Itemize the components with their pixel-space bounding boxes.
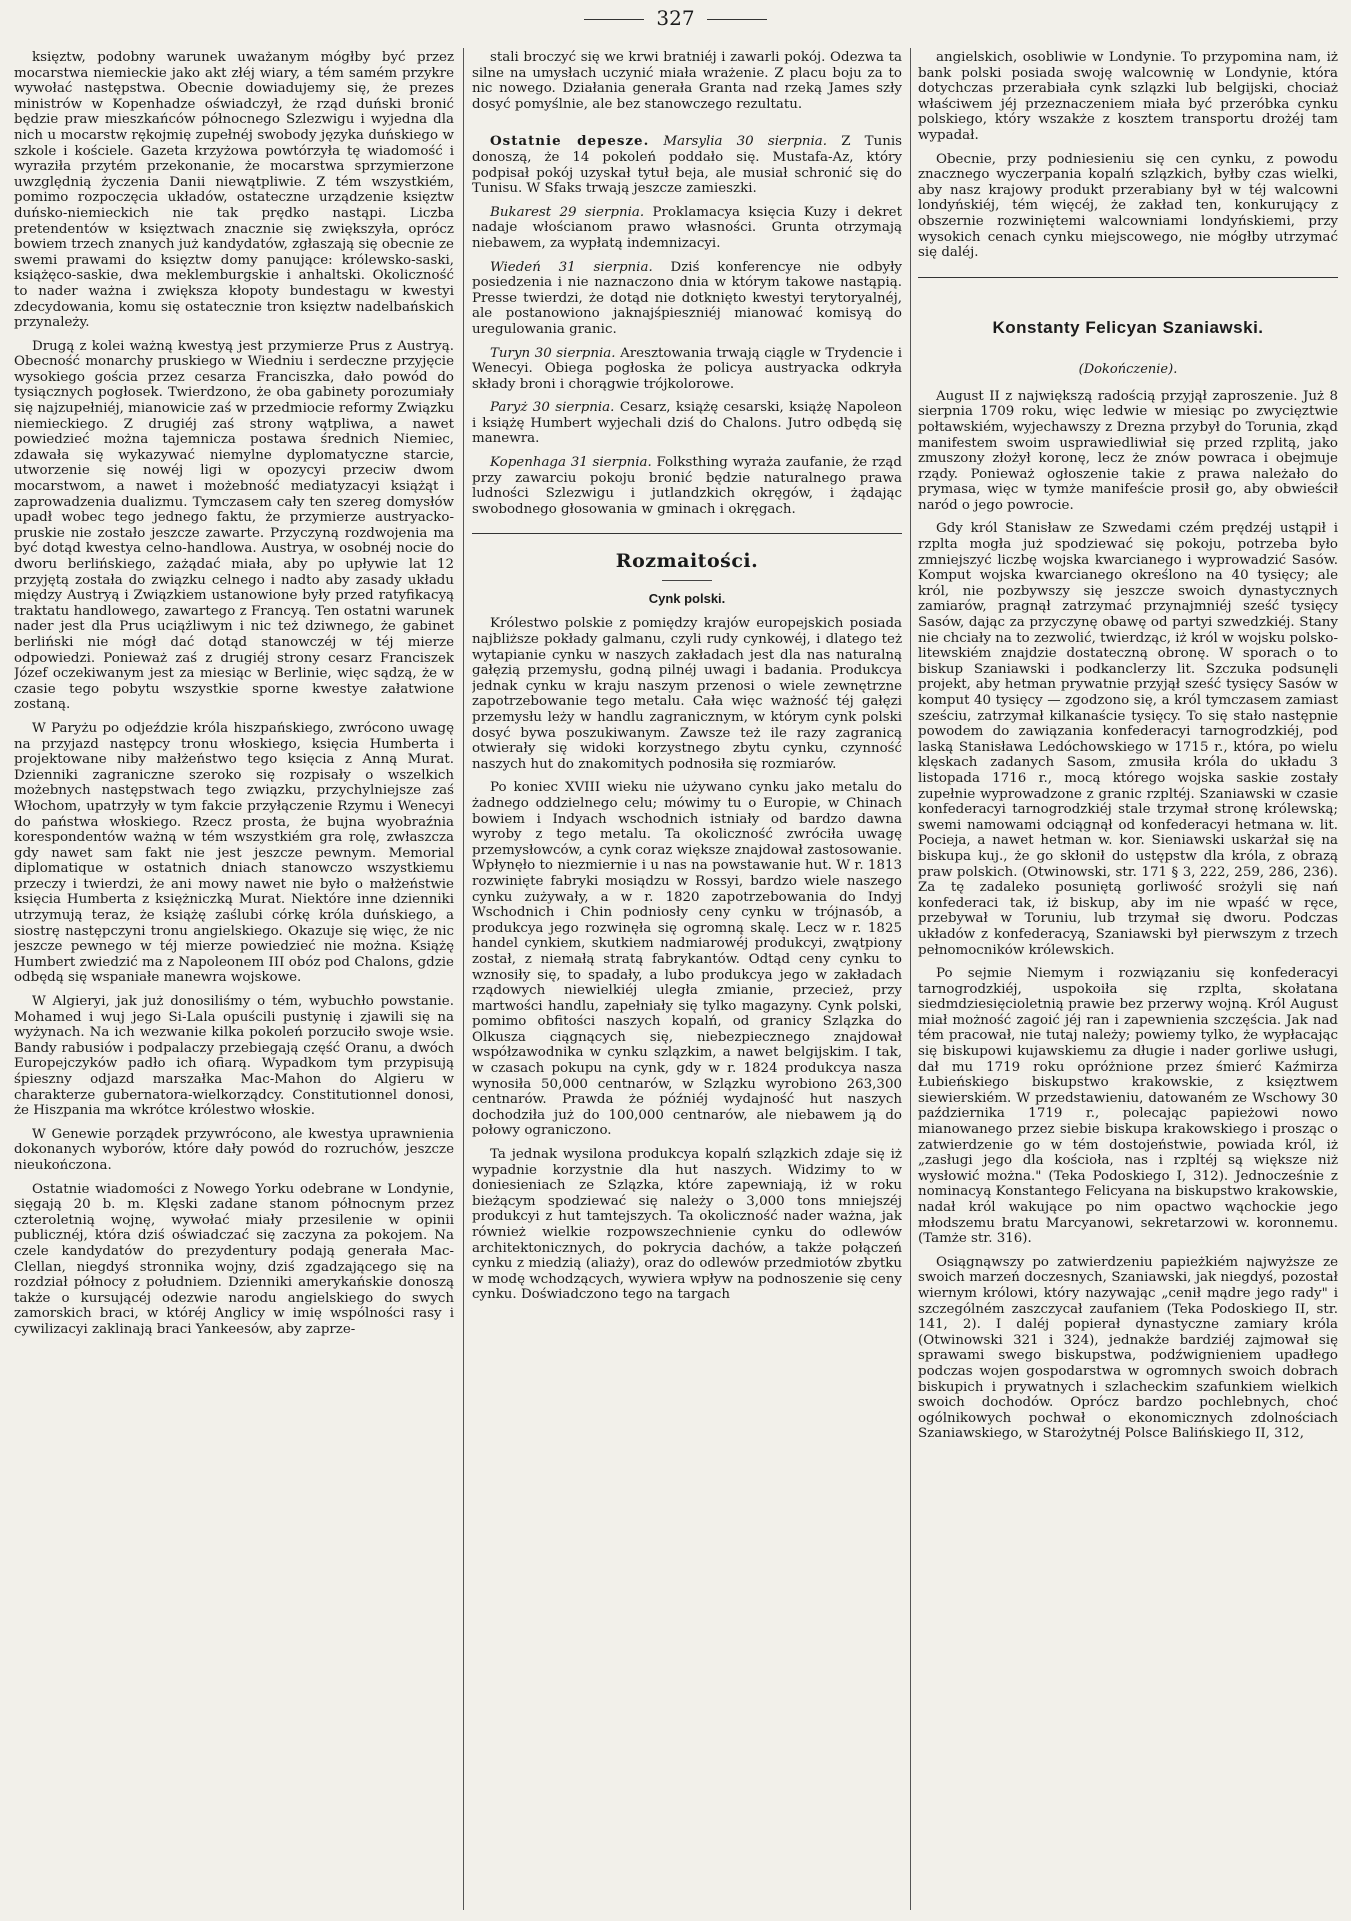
dispatch-heading: Ostatnie depesze. bbox=[490, 133, 650, 150]
paragraph: księztw, podobny warunek uważanym mógłby być przez mocarstwa niemieckie jako akt złéj wiary, a tém samém przykre wywołać następstwa. Obecnie dowiadujemy się, że prezes ministrów w Kopenhadze oświadczył, że rząd duński bronić będzie praw mieszkańców północnego Szlezwigu i wyjedna dla nich u mocarstw rękojmię zupełnéj swobody języka duńskiego w szkole i kościele. Gazeta krzyżowa powtórzyła tę wiadomość i wyraziła przytém przekonanie, że mocarstwa sprzymierzone uwzględnią życzenia Danii niewątpliwie. Z tém wszystkiém, pomimo rozpoczęcia układów, ostateczne urządzenie księztw duńsko-niemieckich nie tak prędko nastąpi. Liczba pretendentów w księztwach znacznie się zwiększyła, oprócz bowiem trzech znanych już kandydatów, zgłaszają się obecnie ze swemi prawami do księztw domy panujące: królewsko-saski, książęco-saskie, dwa meklemburgskie i anhaltski. Okoliczność to nader ważna i zwiększa kłopoty bundestagu w kwestyi zdecydowania, komu się ostatecznie tron księztw nadelbańskich przynależy. bbox=[14, 50, 454, 331]
paragraph: Osiągnąwszy po zatwierdzeniu papieżkiém najwyższe ze swoich marzeń doczesnych, Szaniawski, jak niegdyś, pozostał wiernym królowi, który nazywając „cenił mądre jego rady" i szczególném zaszczycał zaufaniem (Teka Podoskiego II, str. 141, 2). I daléj popierał dynastyczne zamiary króla (Otwinowski 321 i 324), jednakże bardziéj zajmował się sprawami swego biskupstwa, podźwignieniem upadłego podczas wojen gospodarstwa w ogromnych swoich dobrach biskupich i prywatnych i szlacheckim szafunkiem wielkich swoich dochodów. Oprócz bardzo pochlebnych, choć ogólnikowych pochwał o ekonomicznych zdolnościach Szaniawskiego, w Starożytnéj Polsce Balińskiego II, 312, bbox=[918, 1254, 1338, 1442]
dispatch-paragraph bbox=[472, 205, 902, 252]
title-rule bbox=[662, 580, 712, 581]
dispatch-text: Z Tunis donoszą, że 14 pokoleń poddało się. Mustafa-Az, który podpisał pokój uzyskał tytuł beja, ale musiał schronić się do Tunisu. W Sfaks trwają jeszcze zamieszki. bbox=[472, 134, 902, 197]
dispatch-paragraph bbox=[472, 400, 902, 447]
dispatch-paragraph bbox=[472, 260, 902, 338]
spacer bbox=[918, 294, 1338, 308]
dispatch-dateline: Turyn 30 sierpnia. bbox=[490, 345, 616, 361]
spacer bbox=[918, 344, 1338, 358]
paragraph: W Paryżu po odjeździe króla hiszpańskiego, zwrócono uwagę na przyjazd następcy tronu włoskiego, księcia Humberta i projektowane niby małżeństwo tego księcia z Anną Murat. Dzienniki zagraniczne szeroko się rozpisały o wszelkich możebnych następstwach tego związku, przychylniejsze zaś Włochom, upatrzyły w tym fakcie przyłączenie Rzymu i Wenecyi do państwa włoskiego. Rzecz prosta, że bujna wyobraźnia korespondentów ważną w tém wszystkiém gra rolę, zwłaszcza gdy nawet sam fakt nie jest jeszcze pewnym. Memorial diplomatique w ostatnich dniach stanowczo wszystkiemu przeczy i twierdzi, że ani mowy nawet nie było o małżeństwie księcia Humberta z księżniczką Murat. Niektóre inne dzienniki utrzymują teraz, że książę zaślubi córkę króla duńskiego, a siostrę następczyni tronu angielskiego. Okazuje się więc, że nic jeszcze pewnego w téj mierze powiedzieć nie można. Książę Humbert zwiedzić ma z Napoleonem III obóz pod Chalons, gdzie odbędą się wspaniałe manewra wojskowe. bbox=[14, 720, 454, 986]
dispatch-dateline: Paryż 30 sierpnia. bbox=[490, 400, 615, 416]
column-divider-2 bbox=[910, 48, 911, 1910]
column-3 bbox=[918, 50, 1338, 1910]
paragraph: W Algieryi, jak już donosiliśmy o tém, wybuchło powstanie. Mohamed i wuj jego Si-Lala opuścili pustynię i zjawili się na wyżynach. Na ich wezwanie kilka pokoleń porzuciło swoje wsie. Bandy rabusiów i podpalaczy przebiegają część Oranu, a dwóch Europejczyków padło ich ofiarą. Wypadkom tym przypisują śpieszny odjazd marszałka Mac-Mahon do Algieru w charakterze gubernatora-wielkorządcy. Constitutionnel donosi, że Hiszpania ma wkrótce królestwo włoskie. bbox=[14, 994, 454, 1119]
paragraph: Ta jednak wysilona produkcya kopalń szlązkich zdaje się iż wypadnie korzystnie dla hut naszych. Widzimy to w doniesieniach ze Szlązka, które zapewniają, iż w roku bieżącym spodziewać się należy o 3,000 tons mniejszéj produkcyi z hut tamtejszych. Ta okoliczność nader ważna, jak również wielkie rozpowszechnienie cynku do odlewów architektonicznych, do pokrycia dachów, a także połączeń cynku z miedzią (aliaży), oraz do odlewów przedmiotów zbytku w modę wchodzących, wywiera wpływ na podnoszenie się ceny cynku. Doświadczono tego na targach bbox=[472, 1147, 902, 1303]
section-title: Rozmaitości. bbox=[615, 550, 759, 573]
section-divider bbox=[918, 277, 1338, 278]
article-title: Cynk polski. bbox=[648, 591, 726, 607]
dispatch-paragraph bbox=[472, 134, 902, 196]
column-2 bbox=[472, 50, 902, 1910]
header-rule-left bbox=[584, 19, 644, 20]
article-subtitle: (Dokończenie). bbox=[1078, 361, 1178, 377]
paragraph: Po koniec XVIII wieku nie używano cynku jako metalu do żadnego oddzielnego celu; mówimy tu o Europie, w Chinach bowiem i Indyach wschodnich istniały od bardzo dawna wyroby z tego metalu. Ta okoliczność zwróciła uwagę przemysłowców, a cynk coraz większe znajdował zastosowanie. Wpłynęło to niezmiernie i u nas na powstawanie hut. W r. 1813 rozwinięte fabryki mosiądzu w Rossyi, bardzo wiele naszego cynku zużywały, a w r. 1820 zapotrzebowania do Indyj Wschodnich i Chin podniosły ceny cynku w trójnasób, a produkcya jego rozwinęła się ogromną skalę. Lecz w r. 1825 handel cynkiem, skutkiem nadmiarowéj produkcyi, zwątpiony został, z niemałą stratą fabrykantów. Odtąd ceny cynku to wznosiły się, to spadały, a lubo produkcya jego w zakładach rządowych niewielkiéj uległa zmianie, przecież, przy martwości handlu, zapełniały się tylko magazyny. Cynk polski, pomimo obfitości naszych kopalń, od granicy Szlązka do Olkusza ciągnących się, niebezpiecznego znajdował współzawodnika w cynku szlązkim, a nawet belgijskim. I tak, w czasach pokupu na cynk, gdy w r. 1824 produkcya nasza wynosiła 50,000 centnarów, w Szlązku wyrobiono 263,300 centnarów. Prawda że późniéj wydajność hut naszych dochodziła już do 100,000 centnarów, ale niebawem ją do połowy ograniczono. bbox=[472, 780, 902, 1139]
dispatch-text: Dziś konferencye nie odbyły posiedzenia i nie naznaczono dnia w którym takowe nastąpią. Presse twierdzi, że dotąd nie dotknięto kwestyi terytoryalnéj, ale postanowiono jaknajśpieszniéj mianować komisyą do uregulowania granic. bbox=[472, 259, 902, 337]
dispatch-dateline: Marsylia 30 sierpnia. bbox=[663, 134, 828, 150]
section-divider bbox=[472, 533, 902, 534]
paragraph: Drugą z kolei ważną kwestyą jest przymierze Prus z Austryą. Obecność monarchy pruskiego w Wiedniu i serdeczne przyjęcie wysokiego gościa przez cesarza Franciszka, dało powód do tysiącznych pogłosek. Twierdzono, że oba gabinety porozumiały się najzupełniéj, mianowicie zaś w przedmiocie reformy Związku niemieckiego. Z drugiéj zaś strony wątpliwa, a nawet powiedzieć można tajemnicza postawa średnich Niemiec, zdawała się wykazywać niemylne dyplomatyczne starcie, utworzenie się nowéj ligi w opozycyi przeciw dwom mocarstwom, a nawet i możebność mediatyzacyi książąt i zaprowadzenia dualizmu. Tymczasem cały ten szereg domysłów upadł wobec tego jednego faktu, że przymierze austryacko-pruskie nie zostało jeszcze zawarte. Przyczyną rozdwojenia ma być dotąd kwestya celno-handlowa. Austrya, w osobnéj nocie do dworu berlińskiego, zażądać miała, aby po upływie lat 12 przyjętą została do związku celnego i nadto aby zasady układu między Austryą i Związkiem ustanowione były przed ratyfikacyą traktatu handlowego, zawartego z Francyą. Ten ostatni warunek nader jest dla Prus uciążliwym i nic też dziwnego, że gabinet berliński nie mógł dać dotąd stanowczéj w téj mierze odpowiedzi. Ponieważ zaś z drugiéj strony cesarz Franciszek Józef oczekiwanym jest za miesiąc w Berlinie, więc sądzą, że w czasie tego pobytu wszystkie sporne kwestye załatwione zostaną. bbox=[14, 338, 454, 713]
paragraph: Królestwo polskie z pomiędzy krajów europejskich posiada najbliższe pokłady galmanu, czyli rudy cynkowéj, i dlatego też wytapianie cynku w naszych zakładach jest dla nas naturalną gałęzią przemysłu, godną pilnéj uwagi i badania. Produkcya jednak cynku w kraju naszym przenosi o wiele zewnętrzne zapotrzebowanie tego metalu. Cała więc ważność téj gałęzi przemysłu leży w handlu zagranicznym, w którym cynk polski dosyć bywa poszukiwanym. Zawsze też ile razy zagranicą otwierały się widoki korzystnego zbytu cynku, czynność naszych hut do znakomitych podnosiła się rozmiarów. bbox=[472, 616, 902, 772]
paragraph: stali broczyć się we krwi bratniéj i zawarli pokój. Odezwa ta silne na umysłach uczynić miała wrażenie. Z placu boju za to nic nowego. Działania generała Granta nad rzeką James szły dosyć pomyślnie, ale bez stanowczego rezultatu. bbox=[472, 50, 902, 112]
paragraph: August II z największą radością przyjął zaproszenie. Już 8 sierpnia 1709 roku, więc ledwie w miesiąc po zwycięztwie połtawskiém, wyjechawszy z Drezna przybył do Torunia, zkąd manifestem swoim usprawiedliwiał się przed rzplitą, jako zmuszony złożył koronę, lecz że znów powraca i obejmuje rządy. Ponieważ ogłoszenie takie z prawa należało do prymasa, więc w tymże manifeście prosił go, aby obwieścił naród o jego powrocie. bbox=[918, 388, 1338, 513]
page-number: 327 bbox=[656, 6, 695, 30]
paragraph: Obecnie, przy podniesieniu się cen cynku, z powodu znacznego wyczerpania kopalń szlązkich, byłby czas wielki, aby nasz krajowy produkt przerabiany był w téj walcowni londyńskiéj, tém więcéj, że zakład ten, konkurujący z obszernie rozwiniętemi walcowniami londyńskiemi, przy wysokich cenach cynku miejscowego, nie mógłby utrzymać się daléj. bbox=[918, 151, 1338, 261]
page-header bbox=[0, 4, 1351, 32]
dispatch-dateline: Wiedeń 31 sierpnia. bbox=[490, 259, 653, 275]
column-1 bbox=[14, 50, 454, 1910]
paragraph: angielskich, osobliwie w Londynie. To przypomina nam, iż bank polski posiada swoję walcownię w Londynie, która dotychczas przerabiała cynk szlązki lub belgijski, chociaż właściwem jéj przeznaczeniem miała być przeróbka cynku polskiego, który wszakże z kosztem transportu drożéj tam wypadał. bbox=[918, 50, 1338, 143]
article-title: Konstanty Felicyan Szaniawski. bbox=[992, 317, 1264, 337]
column-divider-1 bbox=[463, 48, 464, 1910]
dispatch-text: Cesarz, książę cesarski, książę Napoleon i książę Humbert wyjechali dziś do Chalons. Jutro odbędą się manewra. bbox=[472, 400, 902, 447]
dispatch-dateline: Kopenhaga 31 sierpnia. bbox=[490, 455, 652, 471]
paragraph: Gdy król Stanisław ze Szwedami czém prędzéj ustąpił i rzplta mogła już spodziewać się pokoju, potrzeba było zmniejszyć liczbę wojska kwarcianego i wyprowadzić Sasów. Komput wojska kwarcianego określono na 40 tysięcy; ale król, nie pozbywszy się jeszcze swoich dynastycznych zamiarów, pragnął zatrzymać przynajmniéj sześć tysięcy Sasów, dając za przyczynę obawę od partyi szwedzkiéj. Stany nie chciały na to zezwolić, twierdząc, iż król w wojsku polsko-litewskiém znajdzie dostateczną obronę. W sporach o to biskup Szaniawski i podkanclerzy lit. Szczuka podsunęli projekt, aby hetman prywatnie przyjął sześć tysięcy Sasów w komput 40 tysięcy — zgodzono się, a król tymczasem zamiast sześciu, zatrzymał kilkanaście tysięcy. To się stało następnie powodem do zawiązania konfederacyi tarnogrodzkiéj, pod laską Stanisława Ledóchowskiego w 1715 r., która, po wielu klęskach zadanych Sasom, zmusiła króla do układu 3 listopada 1716 r., mocą którego wojska saskie zostały zupełnie wyprowadzone z granic rzpltéj. Szaniawski w czasie konfederacyi tarnogrodzkiéj stale trzymał stronę królewską; swemi namowami odciągnął od konfederacyi hetmana w. lit. Pocieja, a nawet hetman w. kor. Sieniawski uskarżał się na biskupa kuj., że go skłonił do ustępstw dla króla, z obrazą praw polskich. (Otwinowski, str. 171 § 3, 222, 259, 286, 236). Za tę zadaleko posuniętą gorliwość srożyli się nań konfederaci tak, iż biskup, aby im nie wpaść w ręce, przebywał w Toruniu, lub trzymał się dworu. Podczas układów z konfederacyą, Szaniawski był pierwszym z trzech pełnomocników królewskich. bbox=[918, 521, 1338, 958]
dispatch-paragraph bbox=[472, 455, 902, 517]
paragraph: W Genewie porządek przywrócono, ale kwestya uprawnienia dokonanych wyborów, które dały powód do rozruchów, jeszcze nieukończona. bbox=[14, 1126, 454, 1173]
header-rule-right bbox=[707, 19, 767, 20]
dispatch-text: Proklamacya księcia Kuzy i dekret nadaje włościanom prawo własności. Grunta otrzymają niebawem, za wypłatą indemnizacyi. bbox=[472, 204, 902, 251]
paragraph: Po sejmie Niemym i rozwiązaniu się konfederacyi tarnogrodzkiéj, uspokoiła się rzplta, skołatana siedmdziesięcioletnią prawie bez przerwy wojną. Król August miał możność zagoić jéj ran i zapewnienia szczęścia. Jak nad tém pracował, nie tutaj należy; powiemy tylko, że wypłacając się biskupowi kujawskiemu za długie i nader gorliwe usługi, dał mu 1719 roku opróżnione przez śmierć Kaźmirza Łubieńskiego biskupstwo krakowskie, z księztwem siewierskiém. W przedstawieniu, datowaném ze Wschowy 30 października 1719 r., polecając papieżowi nowo mianowanego przez siebie biskupa krakowskiego i prosząc o zatwierdzenie go w tém dostojeństwie, powiada król, iż „zasługi jego dla kościoła, nas i rzpltéj są większe niż wysłowić można." (Teka Podoskiego I, 312). Jednocześnie z nominacyą Konstantego Felicyana na biskupstwo krakowskie, nadał król wakujące po nim opactwo wąchockie jego młodszemu bratu Marcyanowi, sekretarzowi w. koronnemu. (Tamże str. 316). bbox=[918, 966, 1338, 1247]
dispatch-text: Aresztowania trwają ciągle w Trydencie i Wenecyi. Obiega pogłoska że policya austryacka odkryła składy broni i chorągwie trójkolorowe. bbox=[472, 345, 902, 392]
spacer bbox=[472, 120, 902, 134]
paragraph: Ostatnie wiadomości z Nowego Yorku odebrane w Londynie, sięgają 20 b. m. Klęski zadane stanom północnym przez czteroletnią wojnę, wywołać miały przesilenie w opinii publicznéj, która dziś oświadczać się zaczyna za pokojem. Na czele kandydatów do prezydentury podają generała Mac-Clellan, niegdyś stronnika wojny, dziś zgadzającego się na rozdział północy z południem. Dzienniki amerykańskie donoszą także o kursującéj odezwie narodu angielskiego do swych zamorskich braci, w któréj Anglicy w imię wspólności rasy i cywilizacyi zaklinają braci Yankeesów, aby zaprze- bbox=[14, 1181, 454, 1337]
dispatch-text: Folksthing wyraża zaufanie, że rząd przy zawarciu pokoju bronić będzie naturalnego prawa ludności Szlezwigu i jutlandzkich okręgów, i żądając swobodnego głosowania w gminach i okręgach. bbox=[472, 455, 902, 517]
dispatch-paragraph bbox=[472, 346, 902, 393]
dispatch-dateline: Bukarest 29 sierpnia. bbox=[490, 204, 645, 220]
